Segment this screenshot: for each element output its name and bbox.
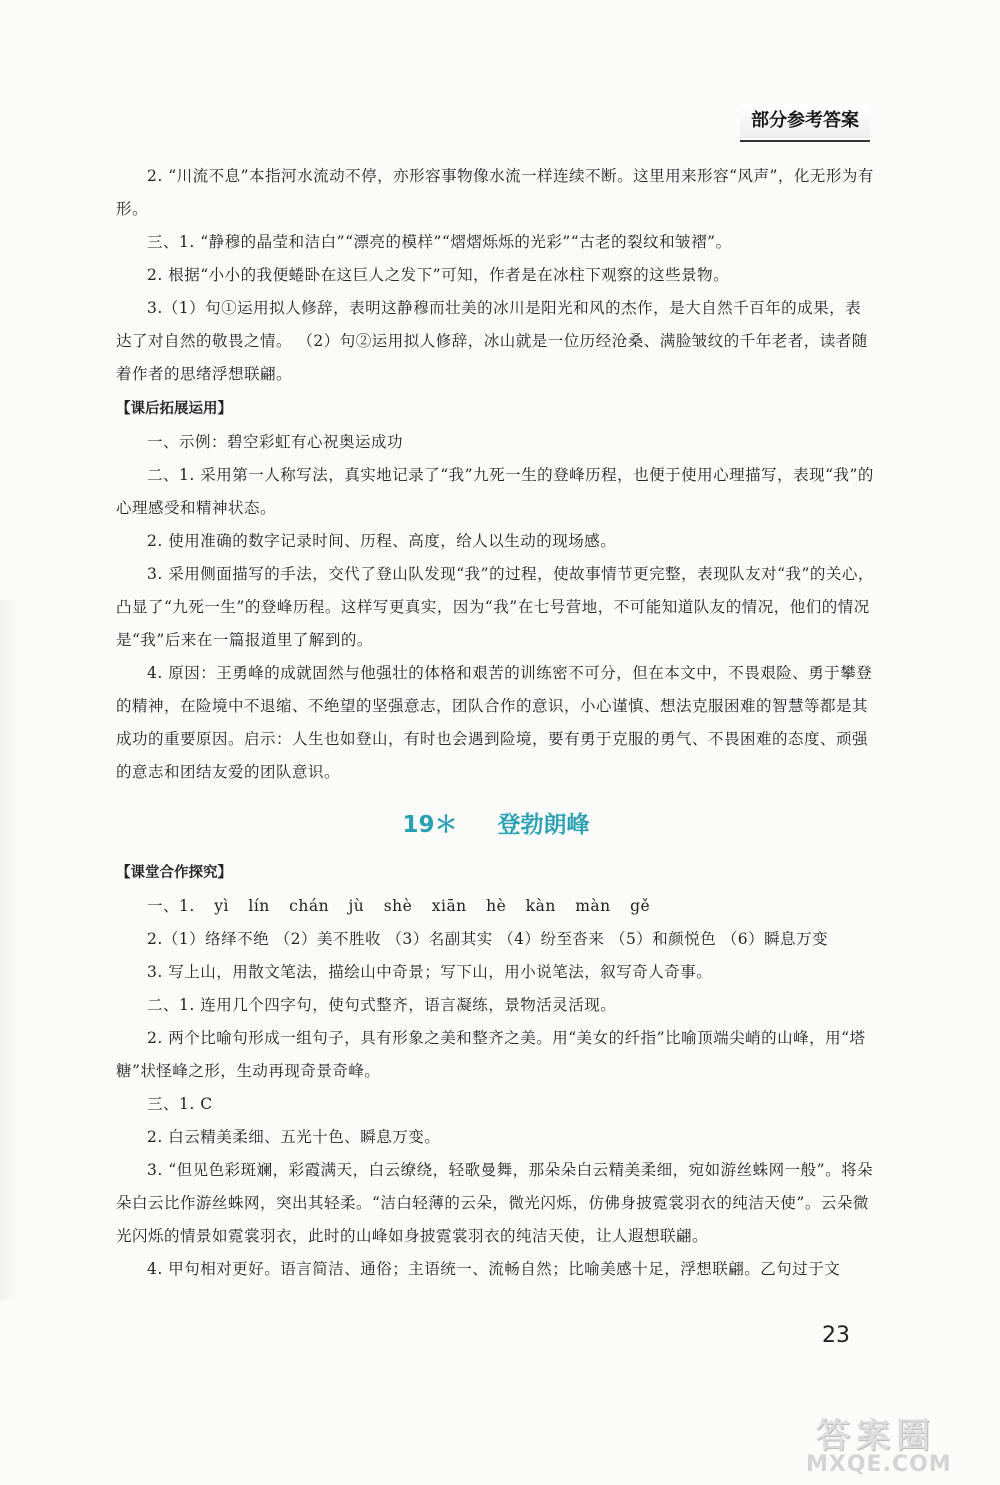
- header-label: 部分参考答案: [740, 104, 870, 138]
- watermark: [806, 1408, 988, 1480]
- watermark-logo: 答案圈: [816, 1416, 936, 1456]
- chapter-title: 登勃朗峰: [497, 812, 590, 838]
- paragraph: 二、1. 采用第一人称写法，真实地记录了“我”九死一生的登峰历程，也便于使用心理描写，表现“我”的心理感受和精神状态。: [116, 466, 874, 517]
- paragraph: 2. 使用准确的数字记录时间、历程、高度，给人以生动的现场感。: [147, 532, 617, 550]
- paragraph: 4. 甲句相对更好。语言简洁、通俗；主语统一、流畅自然；比喻美感十足，浮想联翩。乙句过于文: [147, 1260, 841, 1278]
- paragraph: 3. “但见色彩斑斓，彩霞满天，白云缭绕，轻歌曼舞，那朵朵白云精美柔细，宛如游丝蛛网一般”。将朵朵白云比作游丝蛛网，突出其轻柔。“洁白轻薄的云朵，微光闪烁，仿佛身披霓裳羽衣的纯洁天使”。云朵微光闪烁的情景如霓裳羽衣，此时的山峰如身披霓裳羽衣的纯洁天使，让人遐想联翩。: [116, 1161, 874, 1245]
- section-header: [740, 104, 870, 142]
- paragraph: 三、1. C: [147, 1095, 213, 1113]
- watermark-url: MXQE.COM: [806, 1452, 952, 1477]
- page-content: [116, 160, 876, 1286]
- scan-edge-shadow: [0, 600, 18, 1300]
- section-title-extension: 【课后拓展运用】: [116, 401, 232, 417]
- page-number: 23: [822, 1323, 850, 1348]
- paragraph: 3. 写上山，用散文笔法，描绘山中奇景；写下山，用小说笔法，叙写奇人奇事。: [147, 963, 713, 981]
- paragraph: 2. “川流不息”本指河水流动不停，亦形容事物像水流一样连续不断。这里用来形容“风声”，化无形为有形。: [116, 167, 874, 218]
- paragraph: 3.（1）句①运用拟人修辞，表明这静穆而壮美的冰川是阳光和风的杰作，是大自然千百年的成果，表达了对自然的敬畏之情。 （2）句②运用拟人修辞，冰山就是一位历经沧桑、满脸皱纹的千年老者，读者随着作者的思绪浮想联翩。: [116, 299, 868, 383]
- paragraph: 2.（1）络绎不绝 （2）美不胜收 （3）名副其实 （4）纷至沓来 （5）和颜悦色 （6）瞬息万变: [147, 930, 829, 948]
- paragraph: 三、1. “静穆的晶莹和洁白”“漂亮的模样”“熠熠烁烁的光彩”“古老的裂纹和皱褶”。: [147, 233, 732, 251]
- paragraph: 二、1. 连用几个四字句，使句式整齐，语言凝练，景物活灵活现。: [147, 996, 617, 1014]
- paragraph: 4. 原因：王勇峰的成就固然与他强壮的体格和艰苦的训练密不可分，但在本文中，不畏艰险、勇于攀登的精神，在险境中不退缩、不绝望的坚强意志，团队合作的意识，小心谨慎、想法克服困难的智慧等都是其成功的重要原因。启示：人生也如登山，有时也会遇到险境，要有勇于克服的勇气、不畏困难的态度、顽强的意志和团结友爱的团队意识。: [116, 664, 873, 781]
- chapter-heading: [116, 805, 876, 845]
- chapter-number: 19＊: [402, 812, 458, 838]
- pinyin-line: 一、1. yì lín chán jù shè xiān hè kàn màn gě: [147, 897, 651, 915]
- paragraph: 3. 采用侧面描写的手法，交代了登山队发现“我”的过程，使故事情节更完整，表现队友对“我”的关心，凸显了“九死一生”的登峰历程。这样写更真实，因为“我”在七号营地，不可能知道队友的情况，他们的情况是“我”后来在一篇报道里了解到的。: [116, 565, 874, 649]
- paragraph: 2. 根据“小小的我便蜷卧在这巨人之发下”可知，作者是在冰柱下观察的这些景物。: [147, 266, 730, 284]
- paragraph: 一、示例：碧空彩虹有心祝奥运成功: [147, 433, 404, 451]
- section-title-classroom: 【课堂合作探究】: [116, 865, 232, 881]
- paragraph: 2. 白云精美柔细、五光十色、瞬息万变。: [147, 1128, 441, 1146]
- paragraph: 2. 两个比喻句形成一组句子，具有形象之美和整齐之美。用“美女的纤指”比喻顶端尖峭的山峰，用“塔糖”状怪峰之形，生动再现奇景奇峰。: [116, 1029, 866, 1080]
